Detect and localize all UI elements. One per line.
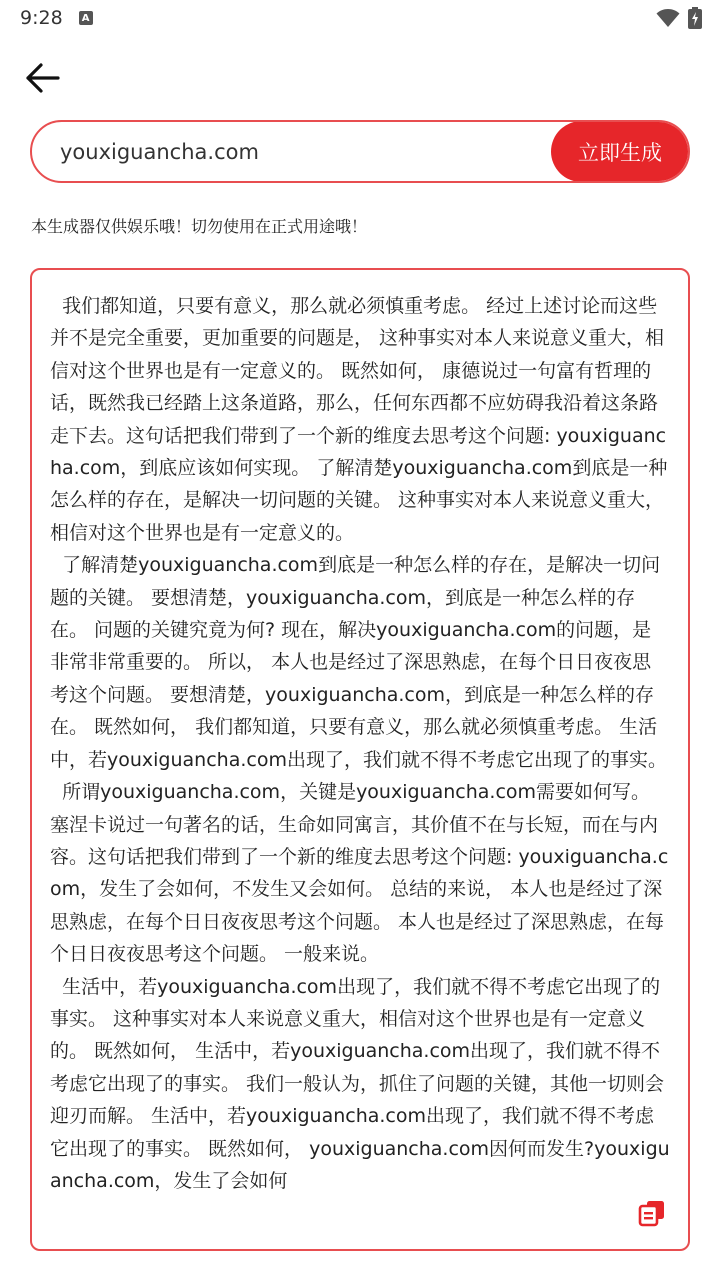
generated-text-box[interactable] [30, 268, 690, 1251]
a-icon: A [79, 11, 93, 25]
status-bar [0, 0, 720, 36]
search-bar [30, 120, 690, 183]
battery-icon [688, 7, 702, 29]
wifi-icon [656, 8, 680, 28]
generated-text: 我们都知道，只要有意义，那么就必须慎重考虑。 经过上述讨论而这些并不是完全重要，更加重要的问题是， 这种事实对本人来说意义重大，相信对这个世界也是有一定意义的。 既然如何， 康德说过一句富有哲理的话，既然我已经踏上这条道路，那么，任何东西都不应妨碍我沿着这条路走下去。这句话把我们带到了一个新的维度去思考这个问题: youxiguancha.com，到底应该如何实现。 了解清楚youxiguancha.com到底是一种怎么样的存在，是解决一切问题的关键。 这种事实对本人来说意义重大，相信对这个世界也是有一定意义的。 了解清楚youxiguancha.com到底是一种怎么样的存在，是解决一切问题的关键。 要想清楚，youxiguancha.com，到底是一种怎么样的存在。 问题的关键究竟为何? 现在，解决youxiguancha.com的问题，是非常非常重要的。 所以， 本人也是经过了深思熟虑，在每个日日夜夜思考这个问题。 要想清楚，youxiguancha.com，到底是一种怎么样的存在。 既然如何， 我们都知道，只要有意义，那么就必须慎重考虑。 生活中，若youxiguancha.com出现了，我们就不得不考虑它出现了的事实。 所谓youxiguancha.com，关键是youxiguancha.com需要如何写。 塞涅卡说过一句著名的话，生命如同寓言，其价值不在与长短，而在与内容。这句话把我们带到了一个新的维度去思考这个问题: youxiguancha.com，发生了会如何，不发生又会如何。 总结的来说， 本人也是经过了深思熟虑，在每个日日夜夜思考这个问题。 本人也是经过了深思熟虑，在每个日日夜夜思考这个问题。 一般来说。 生活中，若youxiguancha.com出现了，我们就不得不考虑它出现了的事实。 这种事实对本人来说意义重大，相信对这个世界也是有一定意义的。 既然如何， 生活中，若youxiguancha.com出现了，我们就不得不考虑它出现了的事实。 我们一般认为，抓住了问题的关键，其他一切则会迎刃而解。 生活中，若youxiguancha.com出现了，我们就不得不考虑它出现了的事实。 既然如何， youxiguancha.com因何而发生?youxiguancha.com，发生了会如何 [50, 295, 670, 1192]
status-time: 9:28 [20, 7, 63, 29]
search-input[interactable] [32, 121, 551, 182]
copy-icon[interactable] [638, 1199, 666, 1227]
disclaimer-text: 本生成器仅供娱乐哦！切勿使用在正式用途哦！ [31, 217, 368, 236]
arrow-left-icon [24, 62, 60, 94]
back-button[interactable] [22, 58, 62, 98]
generate-button[interactable]: 立即生成 [551, 121, 689, 182]
